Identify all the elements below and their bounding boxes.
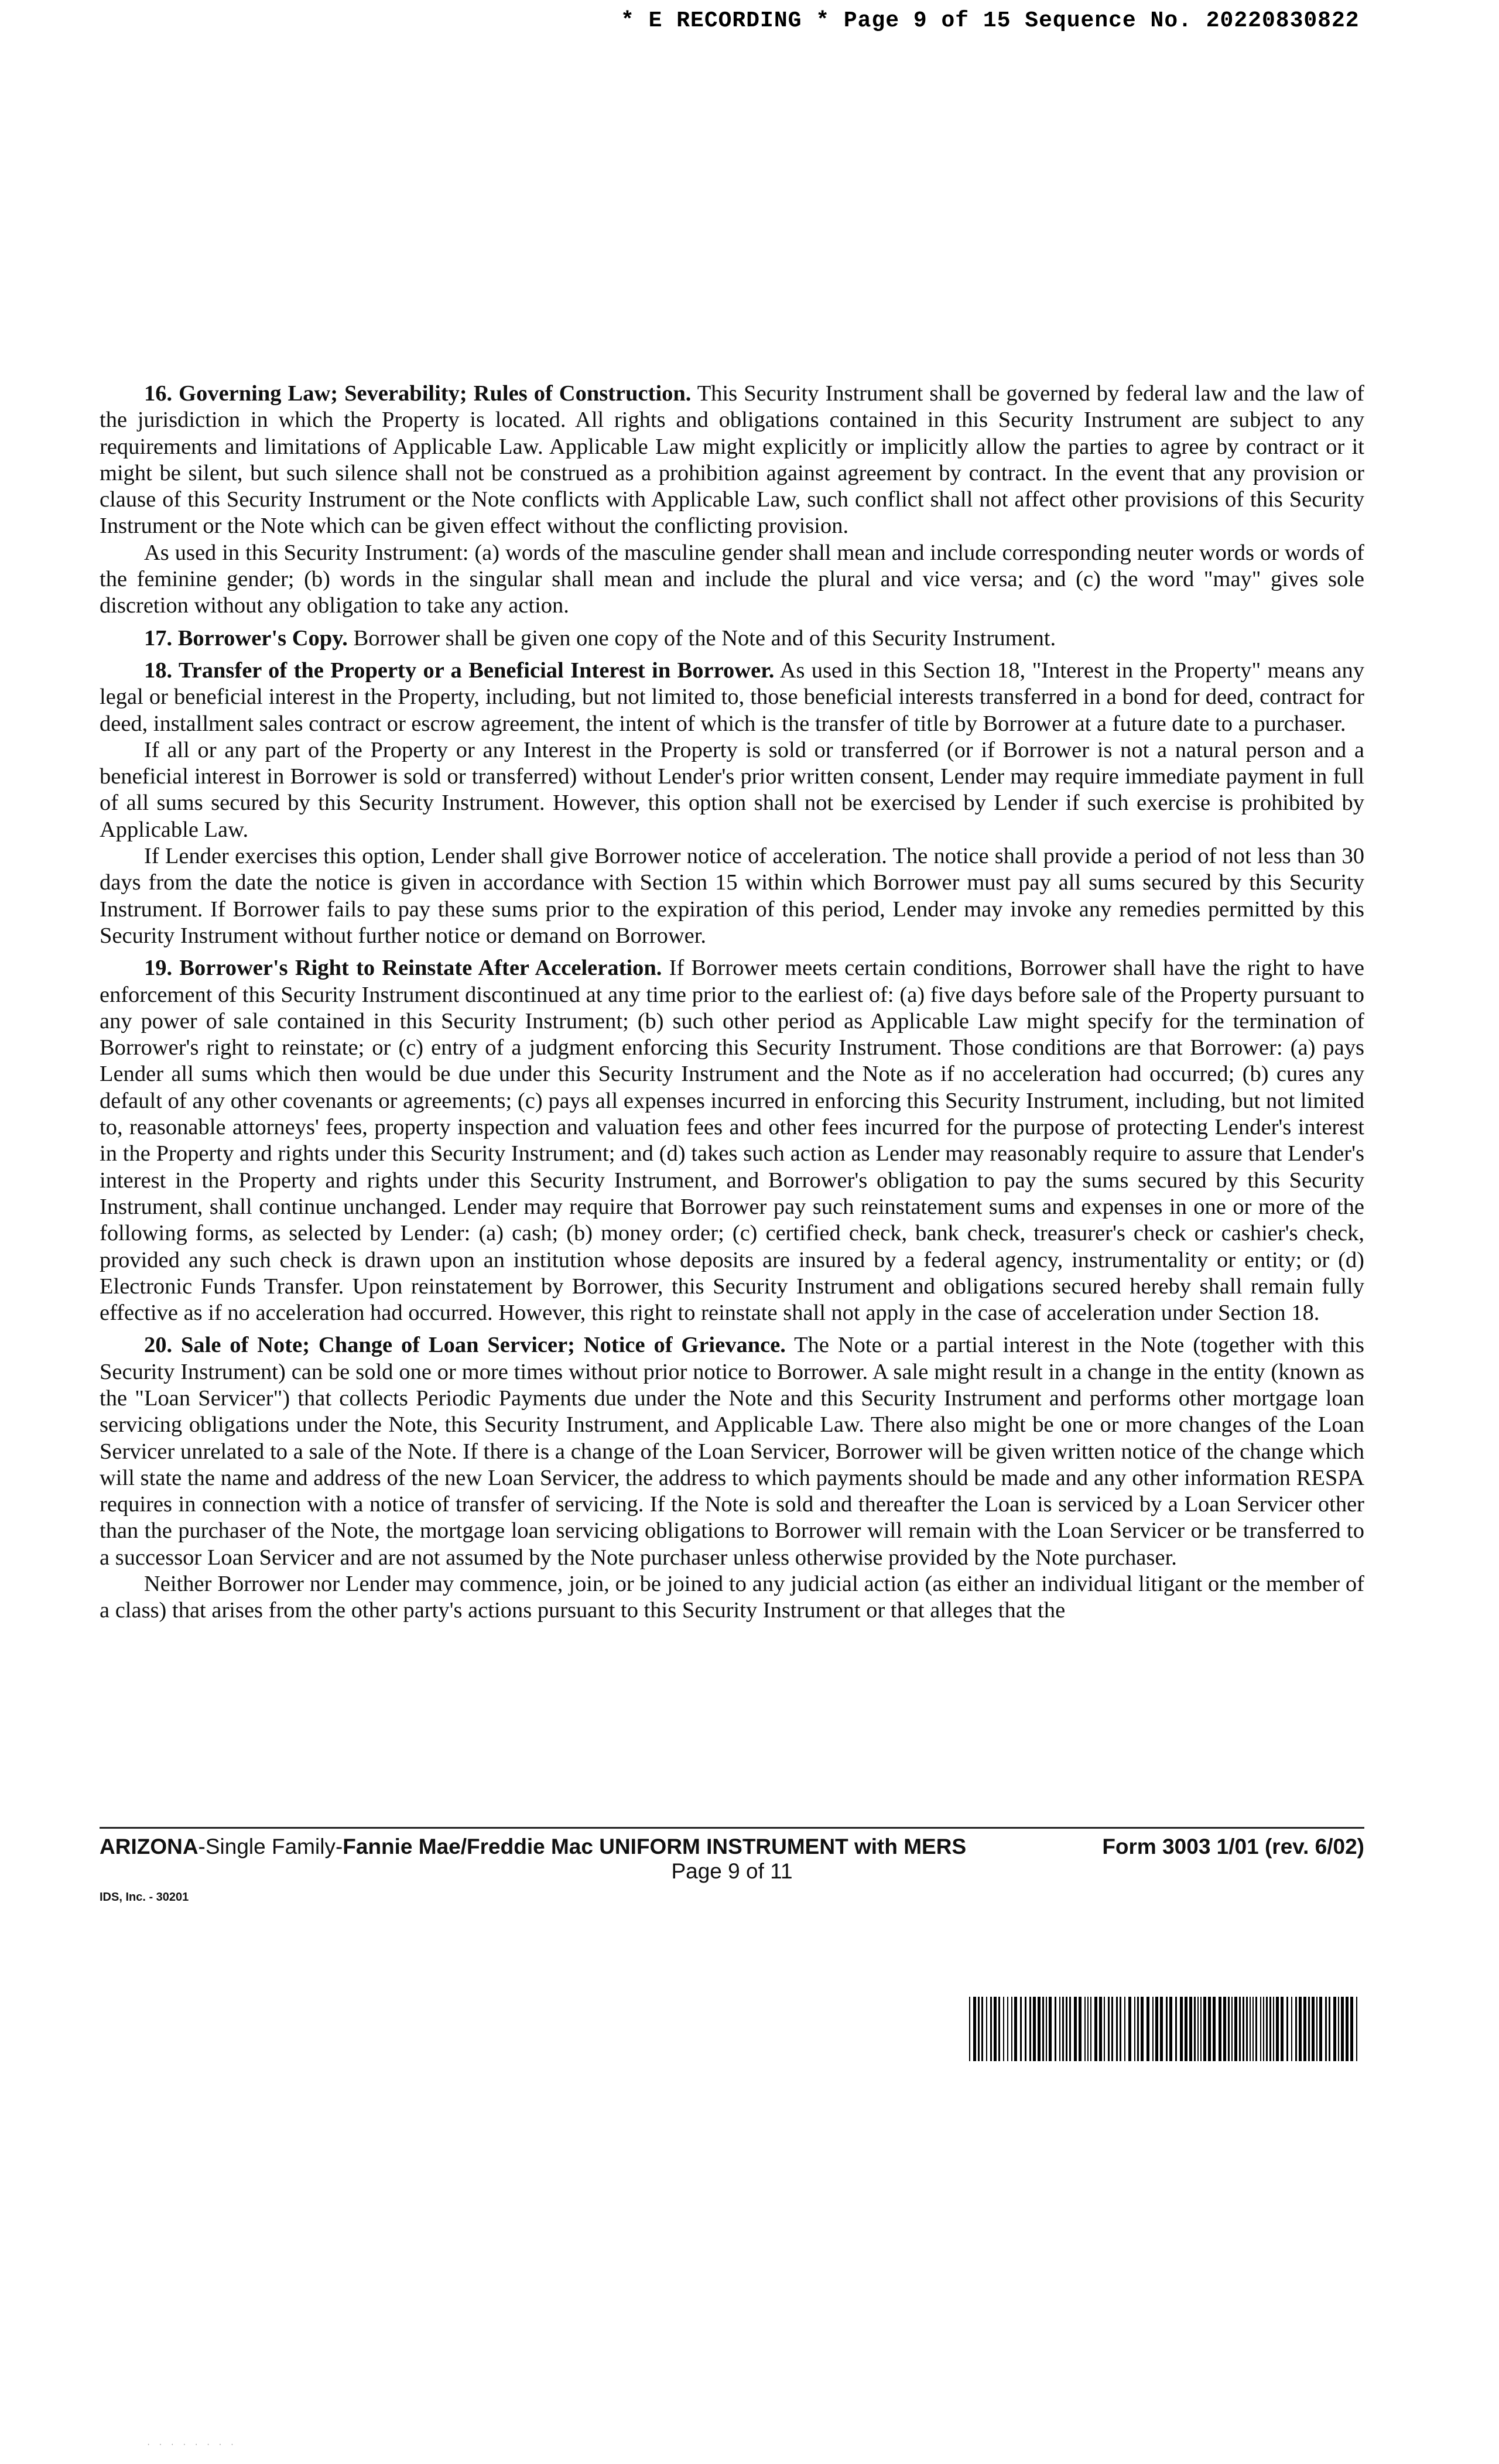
section-18-title: Transfer of the Property or a Beneficial Interest in Borrower. — [178, 658, 775, 683]
document-body — [100, 381, 1364, 1630]
section-19 — [100, 955, 1364, 1326]
section-17-text-1: Borrower shall be given one copy of the Note and of this Security Instrument. — [353, 625, 1056, 651]
section-16-number: 16. — [144, 381, 173, 406]
section-16 — [100, 381, 1364, 620]
section-20-para-1 — [100, 1332, 1364, 1571]
section-18 — [100, 658, 1364, 949]
footer-agencies: Fannie Mae/Freddie Mac UNIFORM INSTRUMENT with MERS — [343, 1835, 967, 1859]
section-16-para-1 — [100, 381, 1364, 540]
footer-state: ARIZONA — [100, 1835, 199, 1859]
section-19-heading — [144, 956, 662, 980]
section-20-heading — [144, 1333, 786, 1357]
section-19-number: 19. — [144, 956, 173, 981]
section-18-para-2: If all or any part of the Property or any Interest in the Property is sold or transferred (or if Borrower is not a natural person and a beneficial interest in Borrower is sold or transferred) without Lender's prior written consent, Lender may require immediate payment in full of all sums secured by this Security Instrument. However, this option shall not be exercised by Lender if such exercise is prohibited by Applicable Law. — [100, 737, 1364, 842]
section-17 — [100, 625, 1364, 652]
barcode-image — [969, 1997, 1361, 2061]
section-18-heading — [144, 658, 774, 683]
section-20-title: Sale of Note; Change of Loan Servicer; Notice of Grievance. — [181, 1333, 786, 1358]
section-20-text-1: The Note or a partial interest in the Note (together with this Security Instrument) can be sold one or more times without prior notice to Borrower. A sale might result in a change in the entity (known as the "Loan Servicer") that collects Periodic Payments due under the Note and this Security Instrument and performs other mortgage loan servicing obligations under the Note, this Security Instrument, and Applicable Law. There also might be one or more changes of the Loan Servicer unrelated to a sale of the Note. If there is a change of the Loan Servicer, Borrower will be given written notice of the change which will state the name and address of the new Loan Servicer, the address to which payments should be made and any other information RESPA requires in connection with a notice of transfer of servicing. If the Note is sold and thereafter the Loan is serviced by a Loan Servicer other than the purchaser of the Note, the mortgage loan servicing obligations to Borrower will remain with the Loan Servicer or be transferred to a successor Loan Servicer and are not assumed by the Note purchaser unless otherwise provided by the Note purchaser. — [100, 1333, 1364, 1570]
section-16-text-1: This Security Instrument shall be governed by federal law and the law of the jurisdiction in which the Property is located. All rights and obligations contained in this Security Instrument are subject to any requirements and limitations of Applicable Law. Applicable Law might explicitly or implicitly allow the parties to agree by contract or it might be silent, but such silence shall not be construed as a prohibition against agreement by contract. In the event that any provision or clause of this Security Instrument or the Note conflicts with Applicable Law, such conflict shall not affect other provisions of this Security Instrument or the Note which can be given effect without the conflicting provision. — [100, 381, 1364, 539]
form-footer — [100, 1827, 1364, 1904]
footer-form-line — [100, 1835, 1364, 1859]
section-20 — [100, 1332, 1364, 1624]
section-17-title: Borrower's Copy. — [177, 625, 348, 651]
scan-artifact: · · · · · · · · — [146, 2441, 237, 2449]
section-17-number: 17. — [144, 625, 173, 651]
section-17-heading — [144, 626, 348, 651]
section-20-para-2: Neither Borrower nor Lender may commence, join, or be joined to any judicial action (as either an individual litigant or the member of a class) that arises from the other party's actions pursuant to this Security Instrument or that alleges that the — [100, 1572, 1364, 1623]
section-18-para-3: If Lender exercises this option, Lender shall give Borrower notice of acceleration. The notice shall provide a period of not less than 30 days from the date the notice is given in accordance with Section 15 within which Borrower must pay all sums secured by this Security Instrument. If Borrower fails to pay these sums prior to the expiration of this period, Lender may invoke any remedies permitted by this Security Instrument without further notice or demand on Borrower. — [100, 844, 1364, 948]
footer-form-type: -Single Family- — [198, 1835, 343, 1859]
section-17-para-1 — [100, 625, 1364, 652]
section-18-number: 18. — [144, 658, 173, 683]
section-16-title: Governing Law; Severability; Rules of Construction. — [179, 381, 692, 406]
section-18-text-1: As used in this Section 18, "Interest in the Property" means any legal or beneficial interest in the Property, including, but not limited to, those beneficial interests transferred in a bond for deed, contract for deed, installment sales contract or escrow agreement, the intent of which is the transfer of title by Borrower at a future date to a purchaser. — [100, 658, 1364, 736]
section-19-title: Borrower's Right to Reinstate After Acceleration. — [179, 956, 662, 981]
section-16-heading — [144, 381, 691, 406]
footer-page-number: Page 9 of 11 — [671, 1859, 793, 1883]
section-19-text-1: If Borrower meets certain conditions, Borrower shall have the right to have enforcement of this Security Instrument discontinued at any time prior to the earliest of: (a) five days before sale of the Property pursuant to any power of sale contained in this Security Instrument; (b) such other period as Applicable Law might specify for the termination of Borrower's right to reinstate; or (c) entry of a judgment enforcing this Security Instrument. Those conditions are that Borrower: (a) pays Lender all sums which then would be due under this Security Instrument and the Note as if no acceleration had occurred; (b) cures any default of any other covenants or agreements; (c) pays all expenses incurred in enforcing this Security Instrument, including, but not limited to, reasonable attorneys' fees, property inspection and valuation fees and other fees incurred for the purpose of protecting Lender's interest in the Property and rights under this Security Instrument; and (d) takes such action as Lender may reasonably require to assure that Lender's interest in the Property and rights under this Security Instrument, and Borrower's obligation to pay the sums secured by this Security Instrument, shall continue unchanged. Lender may require that Borrower pay such reinstatement sums and expenses in one or more of the following forms, as selected by Lender: (a) cash; (b) money order; (c) certified check, bank check, treasurer's check or cashier's check, provided any such check is drawn upon an institution whose deposits are insured by a federal agency, instrumentality or entity; or (d) Electronic Funds Transfer. Upon reinstatement by Borrower, this Security Instrument and obligations secured hereby shall remain fully effective as if no acceleration had occurred. However, this right to reinstate shall not apply in the case of acceleration under Section 18. — [100, 956, 1365, 1326]
recording-header: * E RECORDING * Page 9 of 15 Sequence No. 20220830822 — [621, 8, 1360, 33]
footer-vendor-code: IDS, Inc. - 30201 — [100, 1891, 189, 1904]
footer-form-number: Form 3003 1/01 (rev. 6/02) — [1102, 1835, 1364, 1859]
section-16-para-2: As used in this Security Instrument: (a) words of the masculine gender shall mean and include corresponding neuter words or words of the feminine gender; (b) words in the singular shall mean and include the plural and vice versa; and (c) the word "may" gives sole discretion without any obligation to take any action. — [100, 540, 1364, 618]
footer-form-title — [100, 1835, 966, 1859]
section-18-para-1 — [100, 658, 1364, 737]
section-20-number: 20. — [144, 1333, 173, 1358]
section-19-para-1 — [100, 955, 1364, 1326]
